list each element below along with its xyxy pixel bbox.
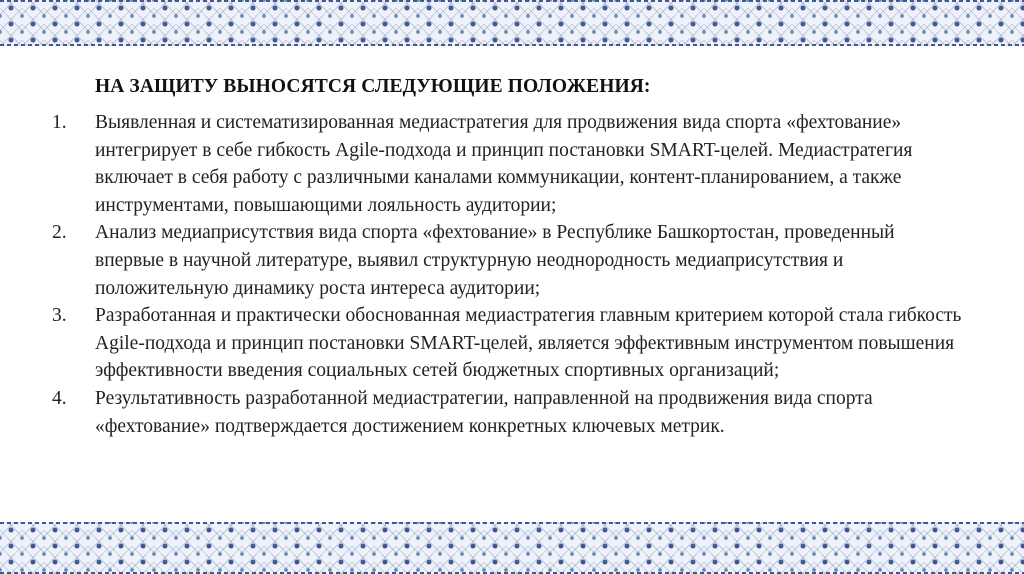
- thesis-item-4: [0, 385, 1024, 440]
- theses-list: [0, 109, 1024, 440]
- thesis-text: Выявленная и систематизированная медиастратегия для продвижения вида спорта «фехтование» интегрирует в себе гибкость Agile-подхода и принцип постановки SMART-целей. Медиастратегия включает в себя работу с различными каналами коммуникации, контент-планированием, а также инструментами, повышающими лояльность аудитории;: [95, 112, 913, 216]
- slide-content: [0, 46, 1024, 522]
- thesis-number: 2.: [52, 222, 67, 244]
- thesis-number: 3.: [52, 305, 67, 327]
- thesis-text: Разработанная и практически обоснованная медиастратегия главным критерием которой стала гибкость Agile-подхода и принцип постановки SMART-целей, является эффективным инструментом повышения эффективности введения социальных сетей бюджетных спортивных организаций;: [95, 305, 962, 382]
- thesis-text: Анализ медиаприсутствия вида спорта «фехтование» в Республике Башкортостан, проведенный впервые в научной литературе, выявил структурную неоднородность медиаприсутствия и положительную динамику роста интереса аудитории;: [95, 222, 895, 299]
- thesis-item-2: [0, 219, 1024, 302]
- thesis-number: 1.: [52, 112, 67, 133]
- ornament-bottom-border: [0, 522, 1024, 574]
- slide-heading: НА ЗАЩИТУ ВЫНОСЯТСЯ СЛЕДУЮЩИЕ ПОЛОЖЕНИЯ:: [95, 76, 651, 97]
- thesis-item-3: [0, 302, 1024, 385]
- ornament-top-border: [0, 0, 1024, 46]
- thesis-text: Результативность разработанной медиастратегии, направленной на продвижения вида спорта «фехтование» подтверждается достижением конкретных ключевых метрик.: [95, 387, 873, 437]
- thesis-number: 4.: [52, 387, 67, 409]
- thesis-item-1: [0, 109, 1024, 219]
